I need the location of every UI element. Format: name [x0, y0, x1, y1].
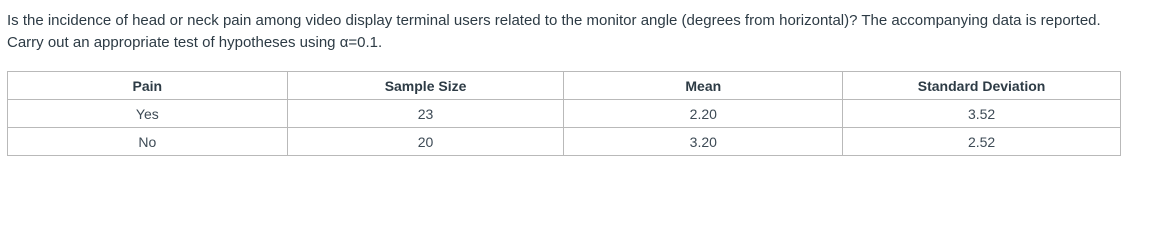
header-standard-deviation: Standard Deviation [843, 72, 1121, 100]
cell-sample-size: 23 [287, 100, 564, 128]
header-pain: Pain [8, 72, 288, 100]
cell-sample-size: 20 [287, 128, 564, 156]
header-sample-size: Sample Size [287, 72, 564, 100]
cell-pain: Yes [8, 100, 288, 128]
cell-standard-deviation: 3.52 [843, 100, 1121, 128]
question-line-2: Carry out an appropriate test of hypotheses using α=0.1. [7, 34, 383, 51]
table-row [8, 128, 1121, 156]
header-mean: Mean [564, 72, 843, 100]
cell-mean: 3.20 [564, 128, 843, 156]
table-header-row [8, 72, 1121, 100]
cell-mean: 2.20 [564, 100, 843, 128]
data-table [7, 71, 1121, 156]
question-line-1: Is the incidence of head or neck pain among video display terminal users related to the monitor angle (degrees from horizontal)? The accompanying data is reported. [7, 12, 1101, 29]
cell-standard-deviation: 2.52 [843, 128, 1121, 156]
cell-pain: No [8, 128, 288, 156]
table-row [8, 100, 1121, 128]
question-text [7, 10, 1157, 54]
